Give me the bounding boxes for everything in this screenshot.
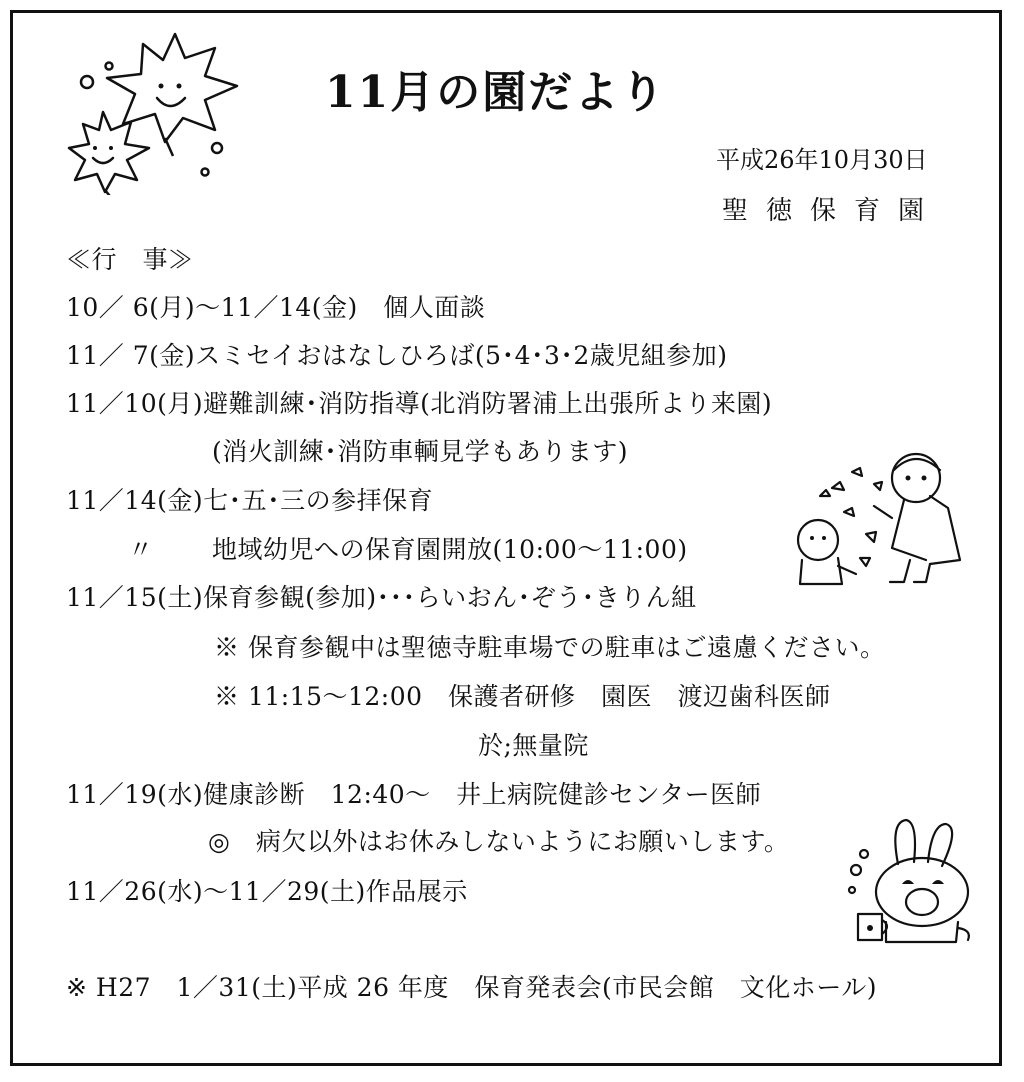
issue-date: 平成26年10月30日 <box>716 146 928 174</box>
children-with-leaves-illustration <box>780 448 980 593</box>
event-detail: (消火訓練･消防車輌見学もあります) <box>212 437 629 466</box>
event-note: ※ 保育参観中は聖徳寺駐車場での駐車はご遠慮ください。 <box>214 633 886 662</box>
newsletter-title: 11月の園だより <box>325 67 667 118</box>
event-note: ※ 11:15～12:00 保護者研修 園医 渡辺歯科医師 <box>214 682 831 711</box>
section-heading: ≪行 事≫ <box>66 245 194 274</box>
event-note: ◎ 病欠以外はお休みしないようにお願いします。 <box>208 827 790 856</box>
event-line: 11／ 7(金)スミセイおはなしひろば(5･4･3･2歳児組参加) <box>66 341 728 370</box>
event-detail: 地域幼児への保育園開放(10:00～11:00) <box>212 535 688 564</box>
school-name: 聖徳保育園 <box>722 196 943 226</box>
event-line: 10／ 6(月)～11／14(金) 個人面談 <box>66 293 486 322</box>
rabbit-with-cup-illustration <box>846 818 976 946</box>
event-line: 11／14(金)七･五･三の参拝保育 <box>66 486 434 515</box>
event-line: 11／19(水)健康診断 12:40～ 井上病院健診センター医師 <box>66 780 762 809</box>
event-line: 11／15(土)保育参観(参加)･･･らいおん･ぞう･きりん組 <box>66 583 697 612</box>
event-line: 11／26(水)～11／29(土)作品展示 <box>66 877 468 906</box>
footer-note: ※ H27 1／31(土)平成 26 年度 保育発表会(市民会館 文化ホール) <box>66 973 877 1002</box>
ditto-mark: 〃 <box>128 535 154 564</box>
event-venue: 於;無量院 <box>478 731 589 760</box>
maple-leaves-illustration <box>65 30 255 195</box>
event-line: 11／10(月)避難訓練･消防指導(北消防署浦上出張所より来園) <box>66 389 773 418</box>
